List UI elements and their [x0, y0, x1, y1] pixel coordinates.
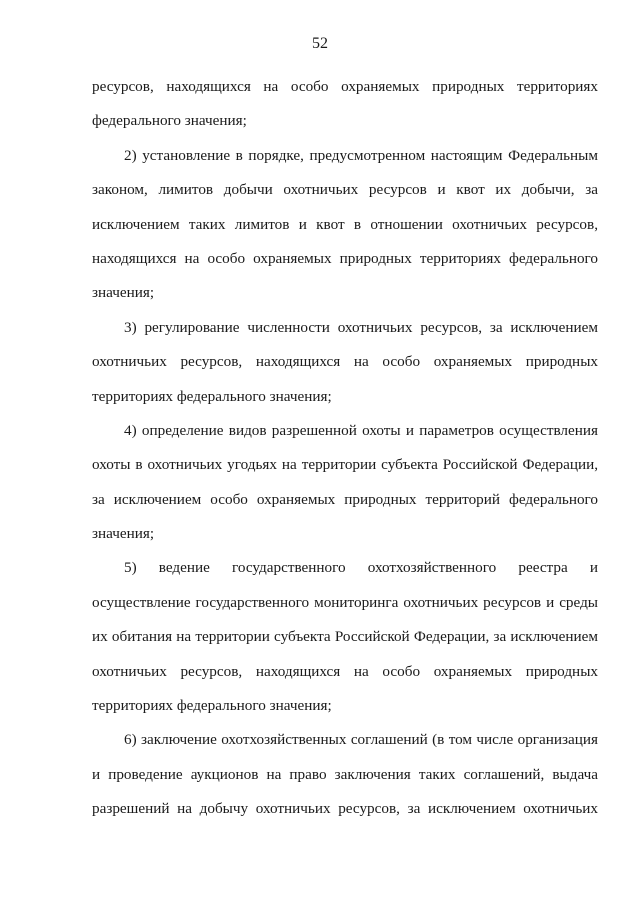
paragraph	[92, 139, 598, 311]
text-line: 3) регулирование численности охотничьих ресурсов, за исключением	[124, 318, 598, 336]
text-line: за исключением особо охраняемых природных территорий федерального	[92, 490, 598, 508]
text-line: охотничьих ресурсов, находящихся на особо охраняемых природных	[92, 353, 598, 371]
text-line: 6) заключение охотхозяйственных соглашений (в том числе организация	[124, 731, 598, 749]
page-number: 52	[312, 35, 328, 52]
text-line: и проведение аукционов на право заключения таких соглашений, выдача	[92, 765, 598, 783]
text-line: законом, лимитов добычи охотничьих ресурсов и квот их добычи, за	[92, 181, 598, 199]
text-line: значения;	[92, 525, 155, 543]
text-line: их обитания на территории субъекта Российской Федерации, за исключением	[92, 628, 598, 646]
text-line: охоты в охотничьих угодьях на территории субъекта Российской Федерации,	[92, 456, 598, 474]
paragraph	[92, 551, 598, 723]
text-line: ресурсов, находящихся на особо охраняемых природных территориях	[92, 78, 598, 95]
text-line: 5) ведение государственного охотхозяйственного реестра и	[124, 559, 598, 577]
text-line: осуществление государственного мониторинга охотничьих ресурсов и среды	[92, 593, 598, 611]
text-line: 4) определение видов разрешенной охоты и параметров осуществления	[124, 421, 598, 439]
text-line: разрешений на добычу охотничьих ресурсов, за исключением охотничьих	[92, 800, 598, 818]
paragraph	[92, 723, 598, 826]
paragraph	[92, 70, 598, 139]
text-line: значения;	[92, 284, 155, 302]
document-body	[92, 70, 598, 827]
text-line: территориях федерального значения;	[92, 697, 332, 715]
text-line: охотничьих ресурсов, находящихся на особо охраняемых природных	[92, 662, 598, 680]
text-line: исключением таких лимитов и квот в отношении охотничьих ресурсов,	[92, 215, 598, 233]
text-line: находящихся на особо охраняемых природных территориях федерального	[92, 249, 598, 267]
paragraph	[92, 414, 598, 552]
paragraph	[92, 311, 598, 414]
text-line: 2) установление в порядке, предусмотренном настоящим Федеральным	[124, 146, 598, 164]
text-line: территориях федерального значения;	[92, 387, 332, 405]
text-line: федерального значения;	[92, 112, 247, 130]
